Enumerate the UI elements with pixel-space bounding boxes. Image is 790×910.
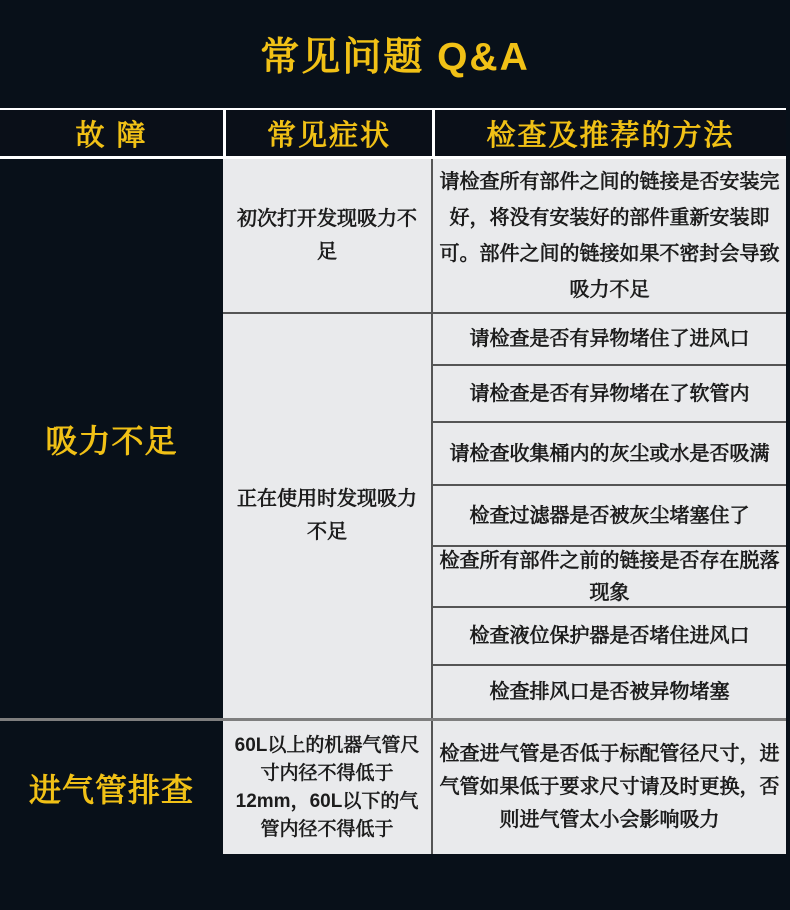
method-first-use: 请检查所有部件之间的链接是否安装完好，将没有安装好的部件重新安装即可。部件之间的链接如果不密封会导致吸力不足: [431, 159, 786, 312]
header-cell-fault: 故 障: [0, 110, 223, 156]
method-list-in-use: [431, 314, 786, 718]
header-cell-method: 检查及推荐的方法: [435, 110, 786, 156]
faq-table: [0, 108, 786, 854]
symptom-intake-pipe: 60L以上的机器气管尺寸内径不得低于12mm，60L以下的气管内径不得低于: [223, 721, 431, 854]
section-suction-body: [223, 159, 786, 718]
method-item: 检查液位保护器是否堵住进风口: [433, 606, 786, 664]
table-header-row: [0, 108, 786, 159]
fault-label-intake-pipe: 进气管排查: [28, 771, 194, 808]
symptom-in-use: 正在使用时发现吸力不足: [223, 314, 431, 718]
method-item: 检查排风口是否被异物堵塞: [433, 664, 786, 718]
method-item: 请检查是否有异物堵住了进风口: [469, 328, 750, 350]
group-intake: [223, 721, 786, 854]
section-intake-pipe: [0, 721, 786, 854]
method-intake-pipe: 检查进气管是否低于标配管径尺寸，进气管如果低于要求尺寸请及时更换，否则进气管太小会影响吸力: [431, 721, 786, 854]
method-item: 请检查是否有异物堵在了软管内: [433, 364, 786, 421]
symptom-first-use: 初次打开发现吸力不足: [223, 159, 431, 312]
method-item: 请检查收集桶内的灰尘或水是否吸满: [433, 421, 786, 484]
fault-label-suction: 吸力不足: [45, 422, 178, 459]
method-item: 检查过滤器是否被灰尘堵塞住了: [433, 484, 786, 545]
header-cell-symptom: 常见症状: [226, 110, 432, 156]
group-first-use: [223, 159, 786, 312]
method-item: 检查所有部件之前的链接是否存在脱落现象: [433, 545, 786, 606]
page-title: 常见问题 Q&A: [260, 36, 530, 79]
section-intake-body: [223, 721, 786, 854]
group-in-use: [223, 314, 786, 718]
section-suction-insufficient: [0, 159, 786, 718]
